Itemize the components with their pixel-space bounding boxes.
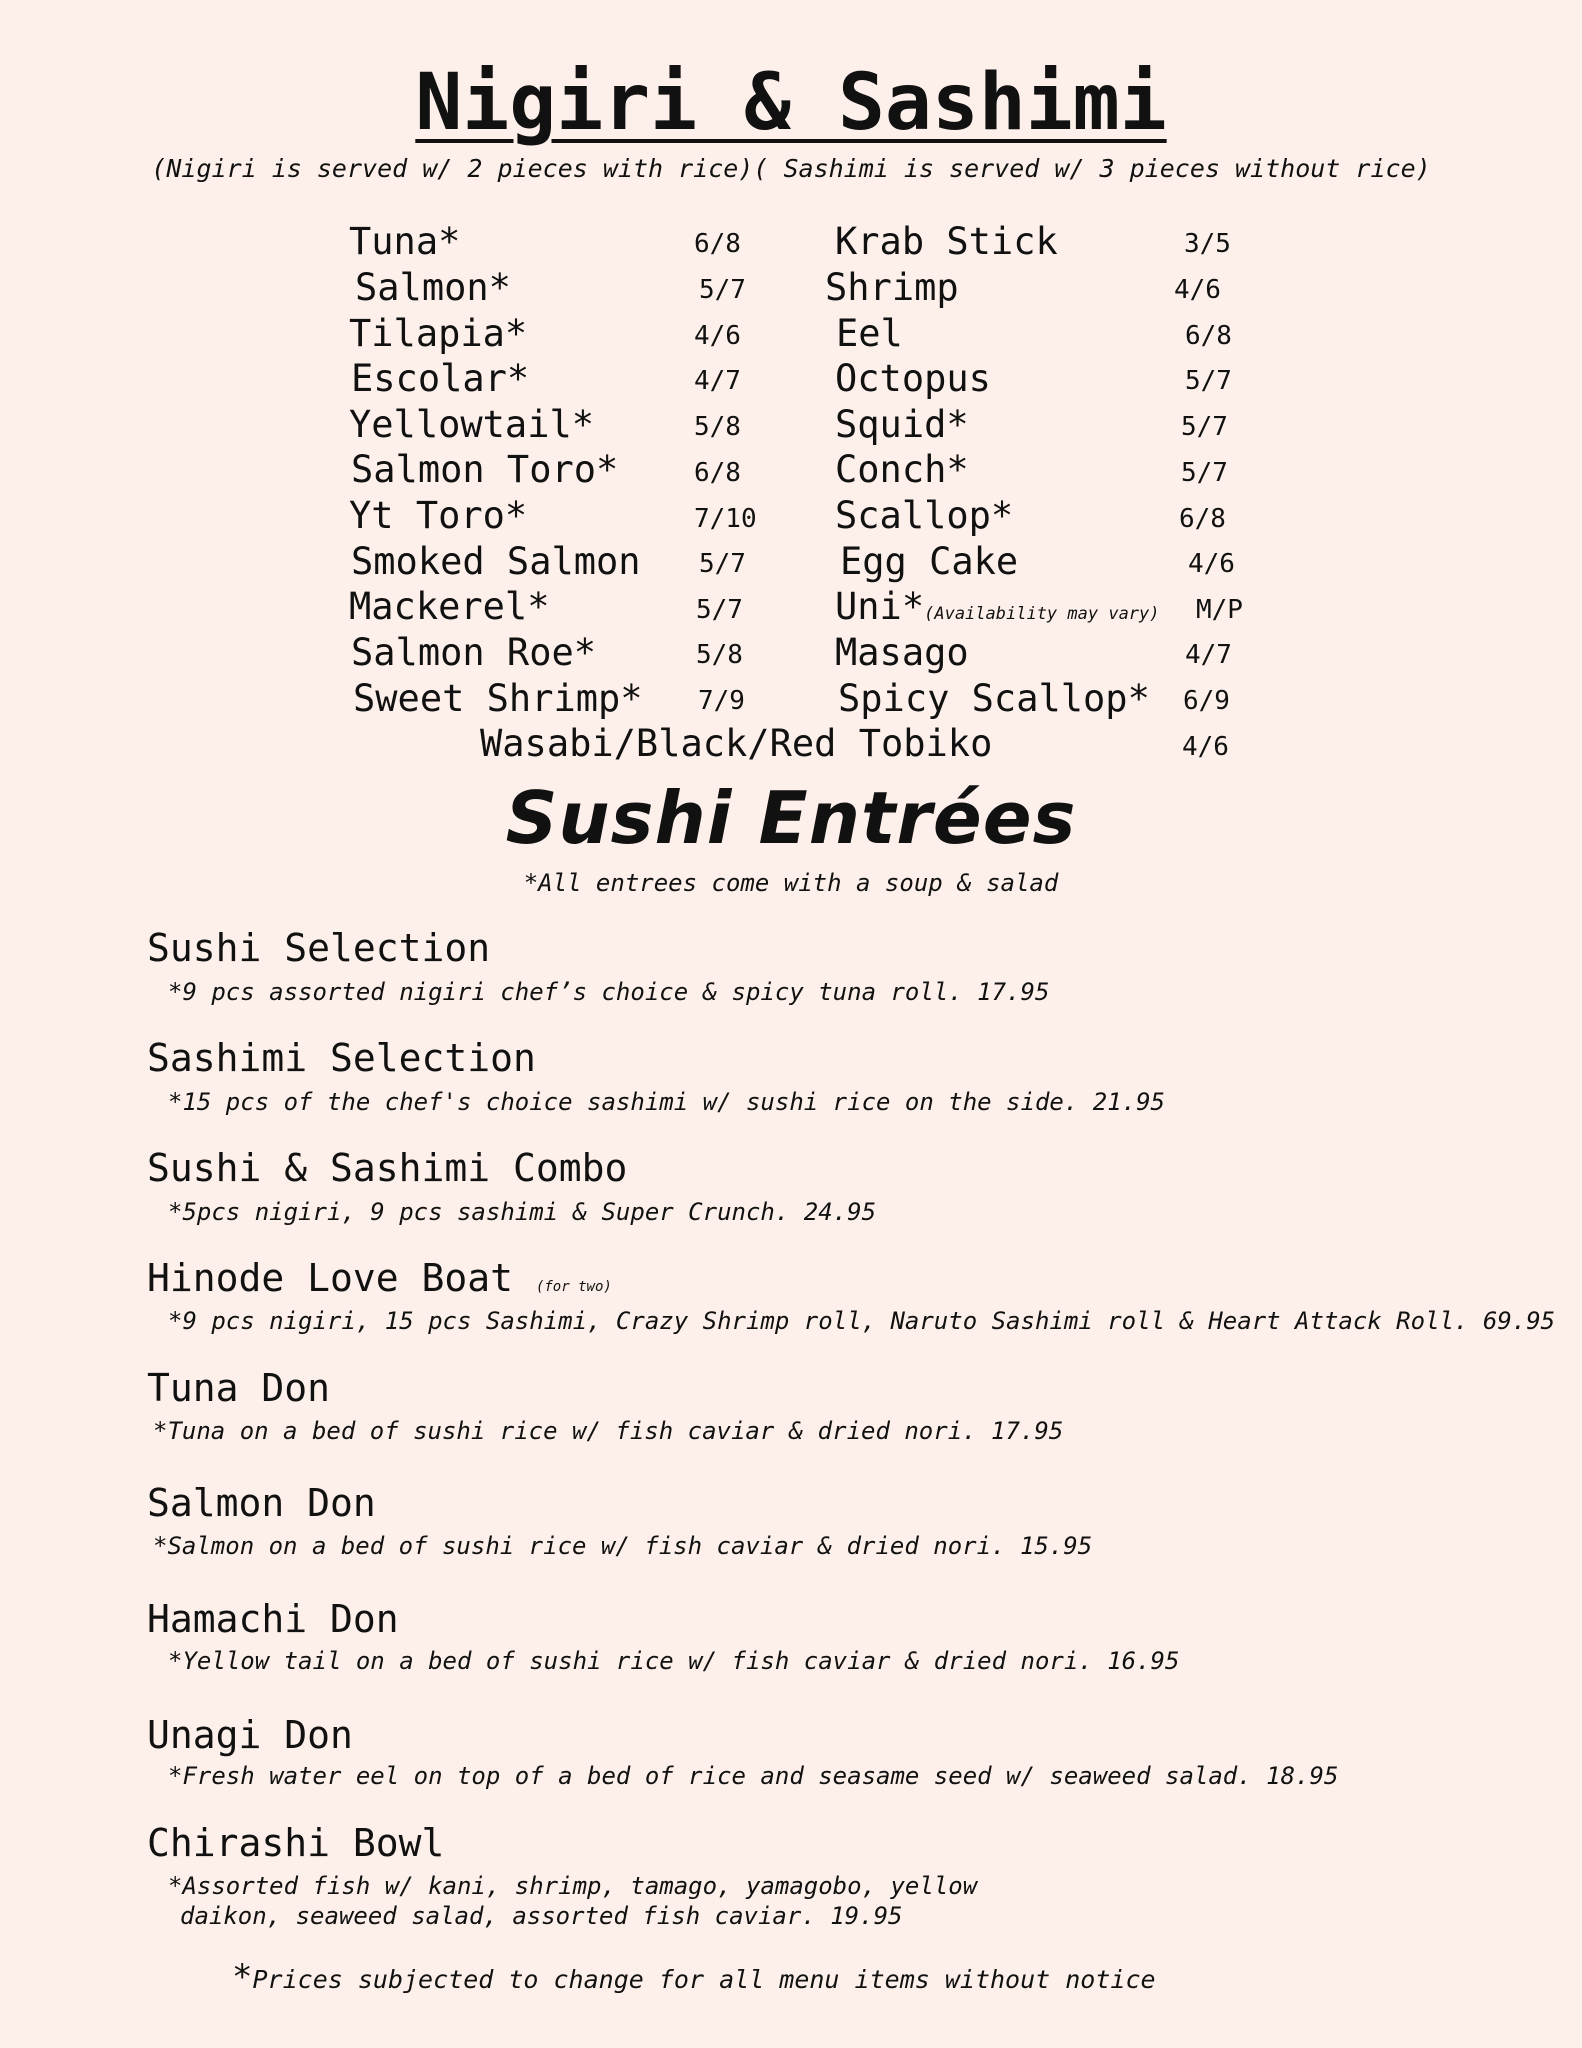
menu-item-name: Masago: [835, 631, 969, 674]
menu-item-price: 6/8: [694, 458, 741, 488]
menu-item-name: Yellowtail*: [349, 403, 595, 446]
section-note: *All entrees come with a soup & salad: [523, 869, 1059, 897]
menu-item-name: Spicy Scallop*: [838, 677, 1150, 720]
menu-item-name: Scallop*: [835, 494, 1014, 537]
entree-name: Chirashi Bowl: [147, 1821, 445, 1865]
price-disclaimer: [232, 1957, 1156, 1997]
entree-description: *Fresh water eel on top of a bed of rice and seasame seed w/ seaweed salad. 18.95: [168, 1762, 1339, 1790]
entree-description-continued: daikon, seaweed salad, assorted fish caviar. 19.95: [180, 1902, 903, 1930]
entree-name: [147, 1256, 612, 1309]
entree-name: Salmon Don: [147, 1481, 376, 1525]
entree-description: *Salmon on a bed of sushi rice w/ fish caviar & dried nori. 15.95: [153, 1532, 1093, 1560]
availability-note: (Availability may vary): [924, 604, 1160, 624]
entree-name: Sushi & Sashimi Combo: [147, 1146, 628, 1190]
menu-item-name: Squid*: [835, 403, 969, 446]
entree-name: Hamachi Don: [147, 1597, 399, 1641]
menu-item-name: Mackerel*: [349, 585, 550, 628]
menu-item-price: 5/7: [696, 595, 743, 625]
menu-item-name: Salmon Toro*: [351, 448, 619, 491]
entree-description: *Assorted fish w/ kani, shrimp, tamago, yamagobo, yellow: [168, 1872, 978, 1900]
menu-item-name: Conch*: [835, 448, 969, 491]
menu-item-price: 4/6: [694, 321, 741, 351]
entree-name: Sashimi Selection: [147, 1036, 536, 1080]
menu-item-price: M/P: [1196, 595, 1243, 625]
menu-item-price: 4/6: [1182, 732, 1229, 762]
menu-item-price: 5/7: [1181, 458, 1228, 488]
entree-name: Sushi Selection: [147, 926, 491, 970]
menu-item-price: 4/6: [1188, 549, 1235, 579]
menu-item-price: 5/8: [696, 640, 743, 670]
entree-description: *Yellow tail on a bed of sushi rice w/ fish caviar & dried nori. 16.95: [168, 1647, 1180, 1675]
menu-item-price: 5/7: [1181, 412, 1228, 442]
menu-item-price: 7/10: [694, 504, 757, 534]
menu-item-name: Shrimp: [825, 266, 959, 309]
page-title: Nigiri & Sashimi: [415, 58, 1167, 148]
menu-item-name: [835, 585, 1160, 636]
menu-item-price: 5/7: [699, 275, 746, 305]
menu-item-name: Yt Toro*: [349, 494, 528, 537]
asterisk-mark: *: [232, 1957, 253, 1997]
section-title: Sushi Entrées: [505, 776, 1077, 860]
menu-item-price: 6/8: [694, 229, 741, 259]
menu-item-name: Smoked Salmon: [351, 540, 641, 583]
disclaimer-text: Prices subjected to change for all menu items without notice: [252, 1965, 1156, 1994]
entree-description: *5pcs nigiri, 9 pcs sashimi & Super Crunch. 24.95: [168, 1198, 877, 1226]
entree-description: *9 pcs nigiri, 15 pcs Sashimi, Crazy Shrimp roll, Naruto Sashimi roll & Heart Attack Roll. 69.95: [168, 1307, 1556, 1335]
menu-item-name: Salmon*: [355, 266, 511, 309]
menu-item-price: 4/7: [694, 366, 741, 396]
menu-item-name: Escolar*: [351, 357, 530, 400]
menu-item-price: 5/8: [694, 412, 741, 442]
menu-item-price: 4/6: [1174, 275, 1221, 305]
menu-item-name: Egg Cake: [840, 540, 1019, 583]
menu-item-name: Krab Stick: [835, 220, 1058, 263]
menu-item-name: Salmon Roe*: [351, 631, 597, 674]
menu-item-name: Octopus: [835, 357, 991, 400]
menu-item-price: 6/9: [1183, 686, 1230, 716]
menu-item-price: 7/9: [698, 686, 745, 716]
serving-size-note: (for two): [535, 1279, 612, 1295]
menu-item-price: 6/8: [1179, 504, 1226, 534]
entree-name: Unagi Don: [147, 1713, 353, 1757]
menu-item-label: Uni*: [835, 585, 925, 628]
menu-item-name: Wasabi/Black/Red Tobiko: [480, 722, 993, 765]
menu-item-name: Tilapia*: [349, 312, 528, 355]
menu-item-price: 4/7: [1185, 640, 1232, 670]
entree-description: *15 pcs of the chef's choice sashimi w/ sushi rice on the side. 21.95: [168, 1088, 1165, 1116]
entree-name: Tuna Don: [147, 1366, 331, 1410]
menu-item-price: 5/7: [1185, 366, 1232, 396]
menu-item-price: 6/8: [1185, 321, 1232, 351]
entree-description: *Tuna on a bed of sushi rice w/ fish caviar & dried nori. 17.95: [153, 1417, 1064, 1445]
menu-item-price: 5/7: [699, 549, 746, 579]
entree-label: Hinode Love Boat: [147, 1256, 514, 1300]
entree-description: *9 pcs assorted nigiri chef’s choice & spicy tuna roll. 17.95: [168, 978, 1050, 1006]
menu-item-name: Eel: [836, 312, 903, 355]
menu-item-price: 3/5: [1184, 229, 1231, 259]
menu-item-name: Tuna*: [349, 220, 461, 263]
menu-item-name: Sweet Shrimp*: [353, 677, 643, 720]
serving-note: (Nigiri is served w/ 2 pieces with rice)( Sashimi is served w/ 3 pieces without rice): [151, 154, 1431, 183]
